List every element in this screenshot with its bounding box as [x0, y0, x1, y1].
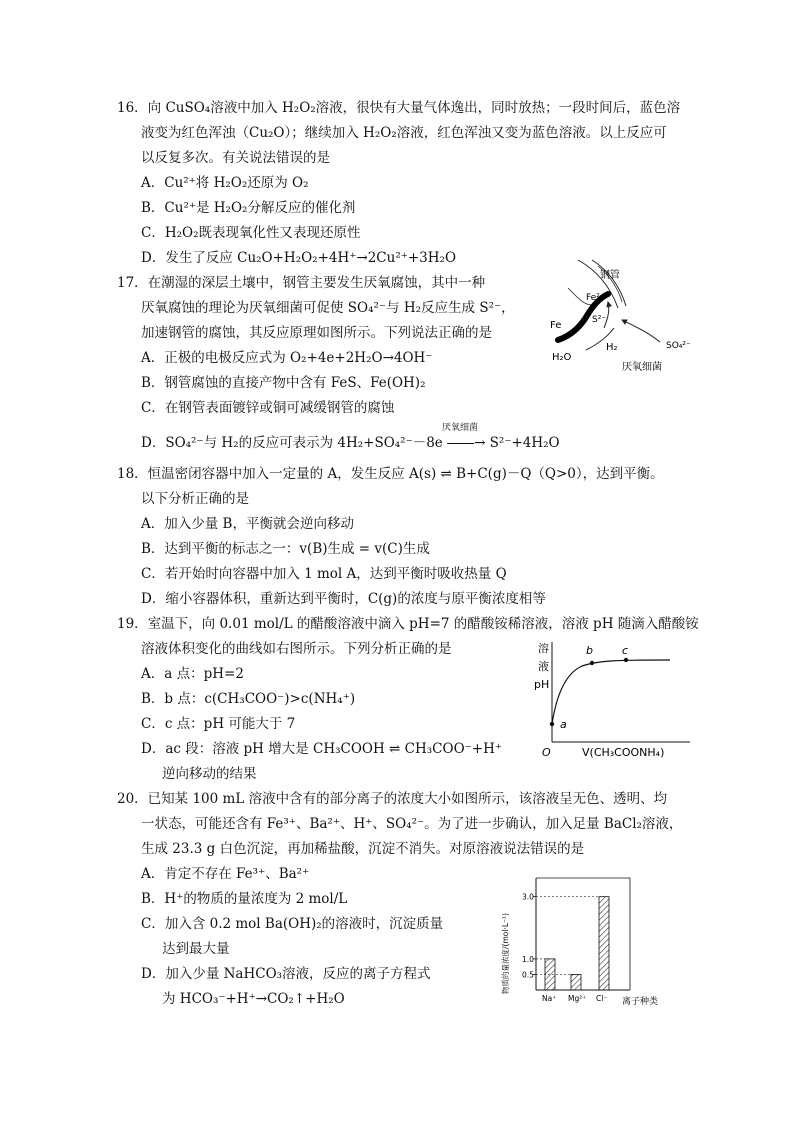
q20-option-d-cont: 为 HCO₃⁻+H⁺→CO₂↑+H₂O	[162, 991, 345, 1007]
q18-line-1: 18．恒温密闭容器中加入一定量的 A，发生反应 A(s) ⇌ B+C(g)－Q（Q>0），达到平衡。	[117, 466, 664, 482]
label-bacteria: 厌氧细菌	[622, 362, 662, 373]
q19-option-b: B．b 点：c(CH₃COO⁻)>c(NH₄⁺)	[141, 691, 356, 707]
point-c-marker	[624, 658, 628, 662]
category-label: Cl⁻	[596, 994, 608, 1003]
q20-option-c: C．加入含 0.2 mol Ba(OH)₂的溶液时，沉淀质量	[141, 916, 444, 932]
y-tick-label: 3.0	[522, 892, 534, 902]
q20-option-a: A．肯定不存在 Fe³⁺、Ba²⁺	[141, 866, 310, 882]
q18-option-a: A．加入少量 B，平衡就会逆向移动	[141, 516, 354, 532]
label-pipe: 钢管	[600, 270, 620, 281]
bar-2	[599, 897, 609, 990]
q18-line-2: 以下分析正确的是	[141, 491, 249, 507]
y-tick-label: 0.5	[522, 970, 534, 980]
ph-curve	[552, 660, 670, 724]
q16-option-b: B．Cu²⁺是 H₂O₂分解反应的催化剂	[141, 200, 356, 216]
q16-option-d: D．发生了反应 Cu₂O+H₂O₂+4H⁺→2Cu²⁺+3H₂O	[141, 250, 457, 266]
y-label-1: 溶	[538, 642, 549, 655]
label-h2o: H₂O	[552, 352, 572, 363]
q19-option-d: D．ac 段：溶液 pH 增大是 CH₃COOH ⇌ CH₃COO⁻+H⁺	[141, 741, 502, 757]
q19-line-1: 19．室温下，向 0.01 mol/L 的醋酸溶液中滴入 pH=7 的醋酸铵稀溶液，溶液 pH 随滴入醋酸铵	[117, 616, 699, 632]
q20-line-1: 20．已知某 100 mL 溶液中含有的部分离子的浓度大小如图所示，该溶液呈无色、透明、均	[117, 791, 668, 807]
point-b-label: b	[586, 644, 593, 657]
q19-line-2: 溶液体积变化的曲线如右图所示。下列分析正确的是	[141, 641, 452, 657]
label-fe: Fe	[550, 320, 562, 331]
q19-option-a: A．a 点：pH=2	[141, 666, 244, 682]
q17-line-1: 17．在潮湿的深层土壤中，钢管主要发生厌氧腐蚀，其中一种	[117, 275, 486, 291]
y-tick-label: 1.0	[522, 954, 534, 964]
q20-option-d: D．加入少量 NaHCO₃溶液，反应的离子方程式	[141, 966, 431, 982]
q19-option-c: C．c 点：pH 可能大于 7	[141, 716, 296, 732]
q17-arrow-label: 厌氧细菌	[442, 423, 479, 433]
ion-concentration-chart	[494, 872, 694, 1008]
point-b-marker	[590, 661, 594, 665]
category-label: Na⁺	[542, 994, 557, 1003]
q17-option-a: A．正极的电极反应式为 O₂+4e+2H₂O→4OH⁻	[141, 350, 433, 366]
q18-option-c: C．若开始时向容器中加入 1 mol A，达到平衡时吸收热量 Q	[141, 566, 507, 582]
q17-line-2: 厌氧腐蚀的理论为厌氧细菌可促使 SO₄²⁻与 H₂反应生成 S²⁻，	[141, 300, 515, 316]
ph-curve-figure	[530, 638, 700, 766]
category-label: Mg²⁺	[568, 994, 587, 1003]
q16-line-2: 液变为红色浑浊（Cu₂O）；继续加入 H₂O₂溶液，红色浑浊又变为蓝色溶液。以上反应可	[141, 125, 667, 141]
point-a-label: a	[560, 718, 567, 731]
q19-option-d-cont: 逆向移动的结果	[162, 766, 257, 782]
label-h2: H₂	[606, 342, 618, 353]
so4-arrow	[622, 320, 660, 342]
y-label-3: pH	[534, 678, 550, 691]
q16-option-c: C．H₂O₂既表现氧化性又表现还原性	[141, 225, 361, 241]
q18-option-d: D．缩小容器体积，重新达到平衡时，C(g)的浓度与原平衡浓度相等	[141, 591, 546, 607]
origin-label: O	[542, 746, 551, 759]
q17-option-d: D．SO₄²⁻与 H₂的反应可表示为 4H₂+SO₄²⁻－8e ⎯⎯⎯⎯→ S²⁻+4H₂O	[141, 435, 560, 451]
q17-option-b: B．钢管腐蚀的直接产物中含有 FeS、Fe(OH)₂	[141, 375, 426, 391]
q20-option-b: B．H⁺的物质的量浓度为 2 mol/L	[141, 891, 348, 907]
q17-line-3: 加速钢管的腐蚀，其反应原理如图所示。下列说法正确的是	[141, 325, 492, 341]
label-fe2: Fe²⁺	[586, 293, 605, 303]
chart-ylabel: 物质的量浓度/(mol·L⁻¹)	[501, 913, 510, 994]
corrosion-diagram	[538, 258, 698, 373]
q16-option-a: A．Cu²⁺将 H₂O₂还原为 O₂	[141, 175, 309, 191]
bar-1	[571, 974, 581, 990]
label-so4: SO₄²⁻	[666, 341, 691, 351]
q20-line-3: 生成 23.3 g 白色沉淀，再加稀盐酸，沉淀不消失。对原溶液说法错误的是	[141, 841, 585, 857]
q16-line-1: 16．向 CuSO₄溶液中加入 H₂O₂溶液，很快有大量气体逸出，同时放热；一段时间后，蓝色溶	[117, 100, 681, 116]
y-label-2: 液	[538, 660, 549, 673]
x-axis-label: V(CH₃COONH₄)	[582, 746, 665, 759]
q20-line-2: 一状态，可能还含有 Fe³⁺、Ba²⁺、H⁺、SO₄²⁻。为了进一步确认，加入足量 BaCl₂溶液，	[141, 816, 683, 832]
chart-xlabel: 离子种类	[622, 997, 659, 1007]
point-c-label: c	[622, 644, 629, 657]
label-s2: S²⁻	[592, 315, 607, 325]
q17-option-c: C．在钢管表面镀锌或铜可减缓钢管的腐蚀	[141, 400, 395, 416]
q18-option-b: B．达到平衡的标志之一：v(B)生成 = v(C)生成	[141, 541, 430, 557]
q16-line-3: 以反复多次。有关说法错误的是	[141, 150, 330, 166]
q20-option-c-cont: 达到最大量	[162, 941, 230, 957]
point-a-marker	[550, 722, 554, 726]
